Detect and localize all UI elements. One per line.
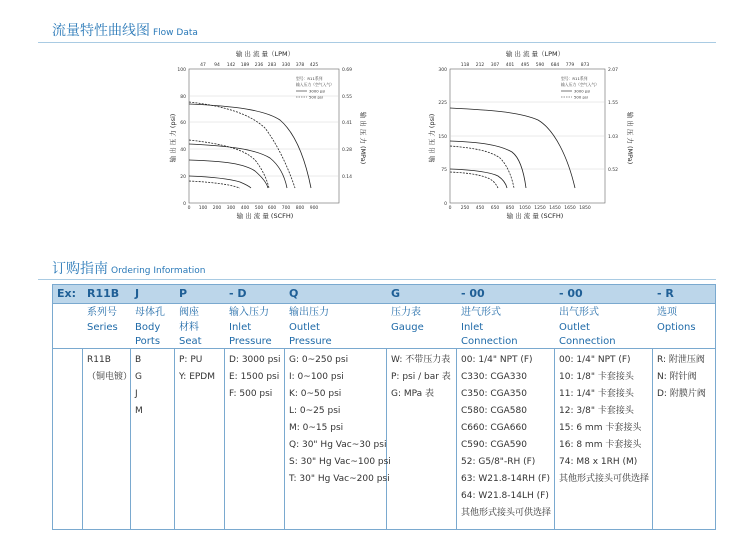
option-item: 74: M8 x 1RH (M) (559, 457, 638, 467)
x-top-title: 输 出 流 量（LPM） (235, 50, 295, 58)
option-item: R: 附泄压阀 (657, 355, 705, 365)
top-tick: 142 (226, 63, 236, 68)
flow-data-title-en: Flow Data (153, 28, 198, 38)
left-tick: 100 (177, 68, 186, 73)
column-inlet-connection (461, 352, 551, 522)
legend-item: 500 psi (574, 94, 588, 100)
option-item: Q: 30" Hg Vac~30 psi (289, 440, 387, 450)
option-item: L: 0~25 psi (289, 406, 341, 416)
right-tick: 1.03 (608, 135, 619, 140)
column-body-ports (135, 352, 143, 420)
top-tick: 495 (520, 63, 530, 68)
label-body-ports (135, 306, 165, 350)
option-item: R11B (87, 355, 111, 365)
label-divider (53, 348, 715, 349)
option-item: 52: G5/8"-RH (F) (461, 457, 536, 467)
bottom-ticks (188, 205, 319, 211)
flow-chart-right (420, 48, 650, 220)
label-line: 进气形式 (461, 307, 501, 318)
label-line: Ports (135, 336, 161, 347)
bottom-tick: 100 (198, 206, 208, 211)
top-tick: 401 (505, 63, 515, 68)
left-tick: 0 (183, 202, 186, 207)
legend-inlet: 输入压力（空气入气） (561, 82, 599, 87)
option-item: 00: 1/4" NPT (F) (559, 355, 631, 365)
option-item: Y: EPDM (179, 372, 216, 382)
left-tick: 80 (180, 95, 186, 100)
header-outlet-pressure-code: Q (289, 287, 299, 300)
legend-item: 500 psi (309, 94, 323, 100)
column-series (87, 352, 132, 386)
option-item: T: 30" Hg Vac~200 psi (289, 474, 390, 484)
bottom-tick: 300 (226, 206, 236, 211)
bottom-tick: 450 (475, 206, 485, 211)
header-divider (53, 303, 715, 304)
option-item: I: 0~100 psi (289, 372, 344, 382)
right-tick: 0.14 (342, 175, 353, 180)
x-bottom-title: 输 出 流 量 (SCFH) (506, 212, 564, 220)
top-ticks (200, 62, 318, 68)
column-divider (554, 348, 555, 529)
column-gauge (391, 352, 451, 403)
label-gauge (391, 306, 424, 335)
option-item: 16: 8 mm 卡套接头 (559, 440, 642, 450)
bottom-ticks (449, 205, 591, 211)
header-seat-code: P (179, 287, 188, 300)
right-tick: 0.28 (342, 148, 353, 153)
bottom-tick: 1850 (579, 206, 591, 211)
left-tick: 300 (438, 68, 447, 73)
label-outlet-pressure (289, 306, 332, 350)
ordering-rule (38, 279, 716, 280)
right-tick: 2.07 (608, 68, 619, 73)
top-tick: 378 (295, 63, 305, 68)
top-tick: 283 (267, 63, 277, 68)
column-divider (224, 348, 225, 529)
option-item: P: psi / bar 表 (391, 372, 451, 382)
left-tick: 75 (441, 168, 447, 173)
right-tick: 1.55 (608, 101, 619, 106)
bottom-tick: 700 (281, 206, 291, 211)
option-item: C590: CGA590 (461, 440, 527, 450)
option-item: M: 0~15 psi (289, 423, 344, 433)
option-item: C660: CGA660 (461, 423, 527, 433)
bottom-tick: 500 (254, 206, 264, 211)
label-series (87, 306, 118, 335)
column-divider (456, 348, 457, 529)
column-divider (652, 348, 653, 529)
left-tick: 20 (180, 175, 186, 180)
top-tick: 212 (475, 63, 485, 68)
top-tick: 425 (309, 63, 319, 68)
left-tick: 0 (444, 202, 447, 207)
option-item: C580: CGA580 (461, 406, 527, 416)
label-line: Gauge (391, 321, 424, 333)
column-options (657, 352, 706, 403)
header-body-code: J (135, 287, 140, 300)
option-item: G: 0~250 psi (289, 355, 349, 365)
x-bottom-title: 输 出 流 量 (SCFH) (236, 212, 294, 220)
header-ex: Ex: (57, 287, 77, 300)
column-outlet-pressure (289, 352, 391, 488)
label-line: 阀座 (179, 307, 199, 318)
legend-item: 3000 psi (309, 88, 326, 94)
top-tick: 189 (240, 63, 250, 68)
bottom-tick: 1250 (534, 206, 546, 211)
option-item: S: 30" Hg Vac~100 psi (289, 457, 391, 467)
header-inlet-pressure-code: - D (229, 287, 247, 300)
option-item: G: MPa 表 (391, 389, 435, 399)
label-inlet-connection (461, 306, 518, 350)
label-line: Outlet (559, 321, 590, 333)
bottom-tick: 1650 (564, 206, 576, 211)
option-item: 10: 1/8" 卡套接头 (559, 372, 634, 382)
left-tick: 40 (180, 148, 186, 153)
flow-data-rule (38, 42, 716, 43)
option-item: D: 3000 psi (229, 355, 281, 365)
ordering-title-en: Ordering Information (111, 266, 206, 276)
right-tick: 0.55 (342, 95, 353, 100)
option-item: W: 不带压力表 (391, 355, 451, 365)
ordering-table-header (53, 285, 715, 303)
option-item: 12: 3/8" 卡套接头 (559, 406, 634, 416)
label-line: Connection (559, 336, 616, 347)
top-tick: 118 (460, 63, 470, 68)
option-item: D: 附膜片阀 (657, 389, 706, 399)
right-tick: 0.69 (342, 68, 353, 73)
column-seat (179, 352, 215, 386)
bottom-tick: 900 (309, 206, 319, 211)
header-outlet-connection-code: - 00 (559, 287, 583, 300)
option-item: K: 0~50 psi (289, 389, 342, 399)
label-line: 系列号 (87, 307, 117, 318)
label-line: Connection (461, 336, 518, 347)
x-top-title: 输 出 流 量（LPM） (505, 50, 565, 58)
top-ticks (461, 62, 590, 68)
option-item: 11: 1/4" 卡套接头 (559, 389, 634, 399)
column-divider (174, 348, 175, 529)
option-item: M (135, 406, 143, 416)
option-item: （铜电镀） (87, 372, 133, 382)
ordering-table (52, 284, 716, 530)
label-outlet-connection (559, 306, 616, 350)
label-line: Seat (179, 336, 202, 347)
header-series-code: R11B (87, 287, 120, 300)
column-divider (284, 348, 285, 529)
label-line: 压力表 (391, 307, 421, 318)
label-line: Inlet (461, 321, 484, 333)
option-item: 63: W21.8-14RH (F) (461, 474, 551, 484)
column-inlet-pressure (229, 352, 281, 403)
label-line: Inlet (229, 321, 252, 333)
option-item: P: PU (179, 355, 203, 365)
label-line: 母体孔 (135, 307, 165, 318)
option-item: F: 500 psi (229, 389, 273, 399)
column-divider (82, 348, 83, 529)
top-tick: 590 (535, 63, 545, 68)
label-line: Pressure (289, 336, 332, 347)
label-options (657, 306, 696, 335)
legend-series: 型号：R11系列 (296, 76, 323, 81)
option-item: C330: CGA330 (461, 372, 527, 382)
legend-inlet: 输入压力（空气入气） (296, 82, 334, 87)
right-ticks (608, 67, 618, 173)
flow-chart-left (155, 48, 370, 220)
label-line: Options (657, 321, 696, 333)
right-tick: 0.52 (608, 168, 619, 173)
header-inlet-connection-code: - 00 (461, 287, 485, 300)
header-options-code: - R (657, 287, 674, 300)
bottom-tick: 850 (505, 206, 515, 211)
left-ticks (177, 67, 186, 207)
bottom-tick: 250 (460, 206, 470, 211)
bottom-tick: 0 (448, 206, 452, 211)
top-tick: 307 (490, 63, 500, 68)
label-line: 材料 (179, 321, 199, 333)
label-line: Outlet (289, 321, 320, 333)
right-tick: 0.41 (342, 121, 353, 126)
left-ticks (438, 67, 447, 207)
option-item: B (135, 355, 142, 365)
option-item: N: 附针阀 (657, 372, 697, 382)
label-line: 选项 (657, 307, 677, 318)
legend-item: 3000 psi (574, 88, 591, 94)
option-item: 15: 6 mm 卡套接头 (559, 423, 642, 433)
y-left-title: 输 出 压 力 (psi) (169, 113, 177, 163)
option-item: 其他形式接头可供选择 (559, 474, 650, 484)
left-tick: 225 (438, 101, 447, 106)
option-item: G (135, 372, 142, 382)
top-tick: 330 (281, 63, 291, 68)
top-tick: 236 (254, 63, 264, 68)
bottom-tick: 200 (212, 206, 222, 211)
label-line: 输入压力 (229, 307, 269, 318)
label-inlet-pressure (229, 306, 272, 350)
label-line: Pressure (229, 336, 272, 347)
top-tick: 94 (214, 63, 220, 68)
option-item: 64: W21.8-14LH (F) (461, 491, 549, 501)
option-item: 其他形式接头可供选择 (461, 508, 552, 518)
column-outlet-connection (559, 352, 649, 488)
ordering-title-cn: 订购指南 (52, 261, 108, 277)
y-right-title: 输 出 压 力 (MPa) (626, 111, 634, 165)
label-line: 输出压力 (289, 307, 329, 318)
bottom-tick: 650 (490, 206, 500, 211)
option-item: 00: 1/4" NPT (F) (461, 355, 533, 365)
bottom-tick: 400 (240, 206, 250, 211)
bottom-tick: 1050 (519, 206, 531, 211)
top-tick: 47 (200, 63, 206, 68)
bottom-tick: 1450 (549, 206, 561, 211)
bottom-tick: 800 (295, 206, 305, 211)
label-seat (179, 306, 202, 350)
right-ticks (342, 67, 352, 180)
bottom-tick: 0 (187, 206, 191, 211)
top-tick: 779 (565, 63, 575, 68)
top-tick: 684 (550, 63, 560, 68)
top-tick: 873 (580, 63, 590, 68)
left-tick: 150 (438, 135, 447, 140)
option-item: J (135, 389, 138, 399)
flow-data-title (52, 20, 198, 40)
label-line: Series (87, 321, 118, 333)
ordering-title (52, 258, 205, 278)
y-left-title: 输 出 压 力 (psi) (428, 113, 436, 163)
bottom-tick: 600 (267, 206, 277, 211)
option-item: C350: CGA350 (461, 389, 527, 399)
label-line: 出气形式 (559, 307, 599, 318)
option-item: E: 1500 psi (229, 372, 280, 382)
label-line: Body (135, 321, 161, 333)
left-tick: 60 (180, 121, 186, 126)
flow-data-title-cn: 流量特性曲线图 (52, 23, 150, 39)
y-right-title: 输 出 压 力 (MPa) (359, 111, 367, 165)
header-gauge-code: G (391, 287, 401, 300)
legend-series: 型号：R11系列 (561, 76, 588, 81)
